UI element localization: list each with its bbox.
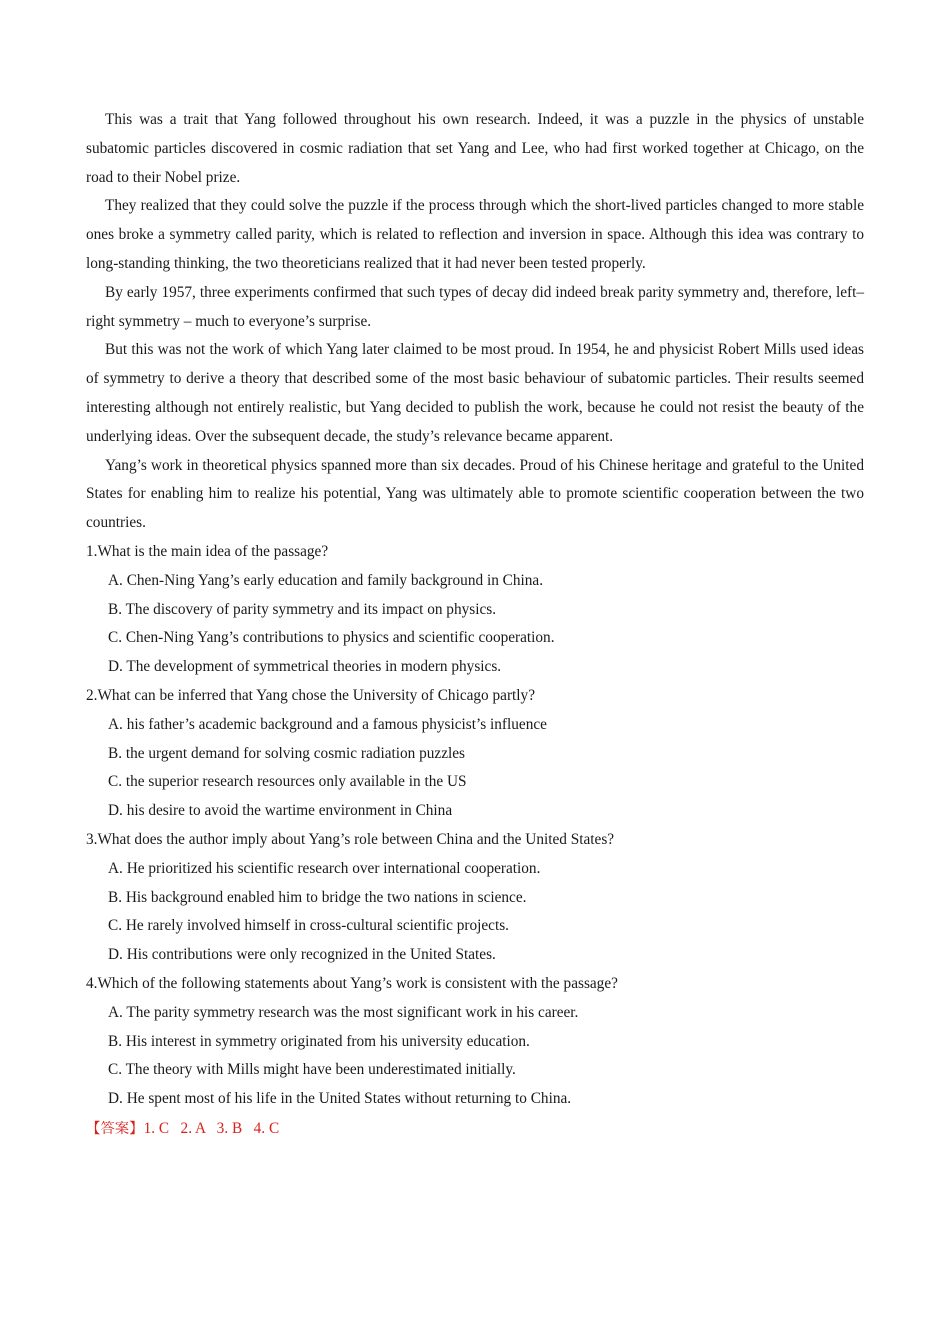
question-option[interactable]: C. the superior research resources only available in the US bbox=[108, 773, 467, 791]
passage-paragraph: They realized that they could solve the puzzle if the process through which the short-lived particles changed to more stable ones broke a symmetry called parity, which is related to reflection and inversion in space. Although this idea was contrary to long-standing thinking, the two theoreticians realized that it had never been tested properly. bbox=[86, 197, 864, 272]
question-option[interactable]: D. The development of symmetrical theories in modern physics. bbox=[108, 658, 502, 676]
answer-key-label: 【答案】 bbox=[86, 1120, 144, 1137]
question-stem: 3.What does the author imply about Yang’s role between China and the United States? bbox=[86, 830, 615, 848]
question-item bbox=[86, 682, 864, 826]
question-option[interactable]: D. He spent most of his life in the United States without returning to China. bbox=[108, 1090, 572, 1108]
question-stem: 1.What is the main idea of the passage? bbox=[86, 542, 329, 560]
question-item bbox=[86, 538, 864, 682]
question-option[interactable]: D. his desire to avoid the wartime environment in China bbox=[108, 802, 453, 820]
question-option[interactable]: A. his father’s academic background and a famous physicist’s influence bbox=[108, 715, 547, 733]
answer-key-values: 1. C 2. A 3. B 4. C bbox=[143, 1119, 280, 1137]
question-option[interactable]: D. His contributions were only recognized in the United States. bbox=[108, 946, 496, 964]
passage-paragraph: Yang’s work in theoretical physics spanned more than six decades. Proud of his Chinese heritage and grateful to the United States for enabling him to realize his potential, Yang was ultimately able to promote scientific cooperation between the two countries. bbox=[86, 456, 864, 532]
passage-paragraph: By early 1957, three experiments confirmed that such types of decay did indeed break parity symmetry and, therefore, left–right symmetry – much to everyone’s surprise. bbox=[86, 283, 864, 330]
question-list bbox=[86, 538, 864, 1114]
question-option[interactable]: C. He rarely involved himself in cross-cultural scientific projects. bbox=[108, 917, 509, 935]
answer-key-line bbox=[86, 1114, 864, 1144]
question-stem: 2.What can be inferred that Yang chose the University of Chicago partly? bbox=[86, 686, 535, 704]
passage-paragraph: This was a trait that Yang followed throughout his own research. Indeed, it was a puzzle in the physics of unstable subatomic particles discovered in cosmic radiation that set Yang and Lee, who had first worked together at Chicago, on the road to their Nobel prize. bbox=[86, 111, 864, 186]
question-item bbox=[86, 970, 864, 1114]
question-option[interactable]: B. the urgent demand for solving cosmic radiation puzzles bbox=[108, 744, 465, 762]
question-stem: 4.Which of the following statements about Yang’s work is consistent with the passage? bbox=[86, 974, 618, 992]
question-option[interactable]: C. The theory with Mills might have been underestimated initially. bbox=[108, 1061, 516, 1079]
question-option[interactable]: B. His interest in symmetry originated from his university education. bbox=[108, 1032, 530, 1050]
question-item bbox=[86, 826, 864, 970]
page-content bbox=[86, 106, 864, 1144]
question-option[interactable]: C. Chen-Ning Yang’s contributions to physics and scientific cooperation. bbox=[108, 629, 555, 647]
passage-body bbox=[86, 106, 864, 538]
question-option[interactable]: A. The parity symmetry research was the most significant work in his career. bbox=[108, 1003, 579, 1021]
question-option[interactable]: A. He prioritized his scientific research over international cooperation. bbox=[108, 859, 541, 877]
question-option[interactable]: B. The discovery of parity symmetry and its impact on physics. bbox=[108, 600, 497, 618]
question-option[interactable]: B. His background enabled him to bridge the two nations in science. bbox=[108, 888, 527, 906]
passage-paragraph: But this was not the work of which Yang later claimed to be most proud. In 1954, he and physicist Robert Mills used ideas of symmetry to derive a theory that described some of the most basic behaviour of subatomic particles. Their results seemed interesting although not entirely realistic, but Yang decided to publish the work, because he could not resist the beauty of the underlying ideas. Over the subsequent decade, the study’s relevance became apparent. bbox=[86, 341, 864, 445]
question-option[interactable]: A. Chen-Ning Yang’s early education and family background in China. bbox=[108, 571, 544, 589]
